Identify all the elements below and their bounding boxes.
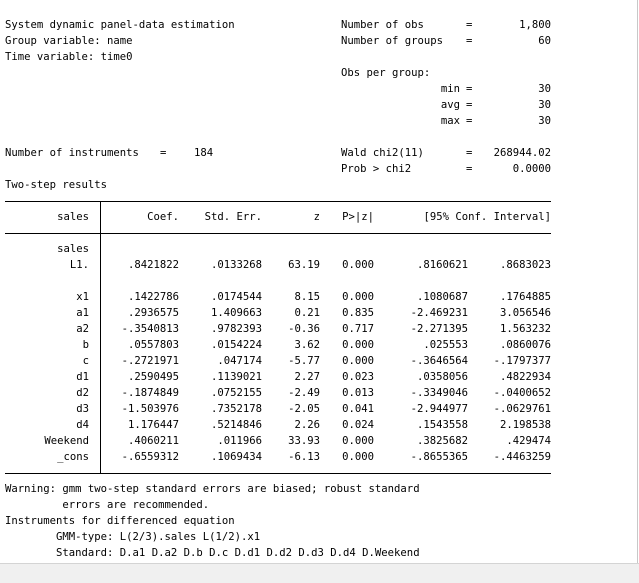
row-ci-low: -.3349046: [410, 387, 468, 399]
row-p: 0.835: [342, 307, 374, 319]
row-ci-low: .0358056: [416, 371, 468, 383]
row-coef: -.3540813: [121, 323, 179, 335]
row-ci-low: -2.271395: [410, 323, 468, 335]
row-ci-low: -2.944977: [410, 403, 468, 415]
row-var: b: [82, 339, 89, 351]
row-var: a2: [76, 323, 89, 335]
row-ci-low: .1543558: [416, 419, 468, 431]
row-p: 0.000: [342, 355, 374, 367]
row-z: -6.13: [288, 451, 320, 463]
row-coef: .0557803: [127, 339, 179, 351]
max-eq: =: [466, 115, 473, 127]
row-ci-low: .1080687: [416, 291, 468, 303]
row-p: 0.041: [342, 403, 374, 415]
row-coef: -1.503976: [121, 403, 179, 415]
row-se: .7352178: [210, 403, 262, 415]
row-coef: .2936575: [127, 307, 179, 319]
two-step-results-label: Two-step results: [5, 179, 108, 191]
row-var: d2: [76, 387, 89, 399]
warning-line-2: errors are recommended.: [5, 499, 210, 511]
col-coef-header: Coef.: [147, 211, 179, 223]
row-se: .0174544: [210, 291, 262, 303]
row-ci-high: .429474: [506, 435, 551, 447]
row-p: 0.000: [342, 435, 374, 447]
row-ci-high: 3.056546: [499, 307, 551, 319]
row-var: d1: [76, 371, 89, 383]
horizontal-scrollbar[interactable]: [0, 563, 639, 583]
row-z: 8.15: [294, 291, 320, 303]
row-coef: .2590495: [127, 371, 179, 383]
row-ci-high: -.0629761: [493, 403, 551, 415]
warning-line: Warning: gmm two-step standard errors are biased; robust standard: [5, 483, 420, 495]
ngroups-value: 60: [538, 35, 551, 47]
nobs-value: 1,800: [519, 19, 551, 31]
min-label: min: [440, 83, 460, 95]
instruments-heading: Instruments for differenced equation: [5, 515, 235, 527]
row-se: .0752155: [210, 387, 262, 399]
gmm-type-line: GMM-type: L(2/3).sales L(1/2).x1: [5, 531, 261, 543]
row-z: 3.62: [294, 339, 320, 351]
group-variable-line: Group variable: name: [5, 35, 133, 47]
depvar-header: sales: [57, 211, 89, 223]
row-se: .0154224: [210, 339, 262, 351]
obs-per-group-label: Obs per group:: [341, 67, 431, 79]
row-ci-low: .8160621: [416, 259, 468, 271]
standard-line: Standard: D.a1 D.a2 D.b D.c D.d1 D.d2 D.d3 D.d4 D.Weekend: [5, 547, 420, 559]
min-value: 30: [538, 83, 551, 95]
min-eq: =: [466, 83, 473, 95]
row-se: .5214846: [210, 419, 262, 431]
table-bottom-rule: [5, 473, 551, 474]
row-coef: -.6559312: [121, 451, 179, 463]
row-se: .0133268: [210, 259, 262, 271]
prob-label: Prob > chi2: [341, 163, 412, 175]
row-p: 0.000: [342, 451, 374, 463]
max-value: 30: [538, 115, 551, 127]
row-ci-low: .3825682: [416, 435, 468, 447]
row-p: 0.013: [342, 387, 374, 399]
row-ci-high: -.0400652: [493, 387, 551, 399]
row-z: -5.77: [288, 355, 320, 367]
wald-label: Wald chi2(11): [341, 147, 424, 159]
title-line: System dynamic panel-data estimation: [5, 19, 235, 31]
ngroups-label: Number of groups: [341, 35, 444, 47]
row-ci-high: .1764885: [499, 291, 551, 303]
col-z-header: z: [313, 211, 320, 223]
row-p: 0.717: [342, 323, 374, 335]
row-p: 0.024: [342, 419, 374, 431]
row-ci-high: 2.198538: [499, 419, 551, 431]
table-top-rule: [5, 201, 551, 202]
wald-eq: =: [466, 147, 473, 159]
row-z: 2.27: [294, 371, 320, 383]
instruments-value: 184: [194, 147, 214, 159]
instruments-eq: =: [160, 147, 167, 159]
table-header-rule: [5, 233, 551, 234]
row-z: -2.05: [288, 403, 320, 415]
group-label: sales: [57, 243, 89, 255]
row-z: -0.36: [288, 323, 320, 335]
row-z: 63.19: [288, 259, 320, 271]
row-var: Weekend: [44, 435, 89, 447]
row-se: .1069434: [210, 451, 262, 463]
row-se: 1.409663: [210, 307, 262, 319]
row-p: 0.000: [342, 291, 374, 303]
row-se: .047174: [217, 355, 262, 367]
row-var: d3: [76, 403, 89, 415]
avg-label: avg: [440, 99, 460, 111]
col-ci-header: [95% Conf. Interval]: [423, 211, 551, 223]
row-var: L1.: [69, 259, 89, 271]
col-p-header: P>|z|: [342, 211, 374, 223]
row-ci-low: -.3646564: [410, 355, 468, 367]
row-ci-high: -.4463259: [493, 451, 551, 463]
row-coef: .1422786: [127, 291, 179, 303]
row-se: .9782393: [210, 323, 262, 335]
row-p: 0.023: [342, 371, 374, 383]
avg-value: 30: [538, 99, 551, 111]
prob-eq: =: [466, 163, 473, 175]
row-ci-high: 1.563232: [499, 323, 551, 335]
row-se: .011966: [217, 435, 262, 447]
row-var: x1: [76, 291, 89, 303]
row-ci-high: .8683023: [499, 259, 551, 271]
ngroups-eq: =: [466, 35, 473, 47]
row-var: _cons: [57, 451, 89, 463]
row-z: 2.26: [294, 419, 320, 431]
row-ci-low: -.8655365: [410, 451, 468, 463]
row-z: 33.93: [288, 435, 320, 447]
col-se-header: Std. Err.: [204, 211, 262, 223]
row-p: 0.000: [342, 259, 374, 271]
row-p: 0.000: [342, 339, 374, 351]
nobs-eq: =: [466, 19, 473, 31]
row-coef: -.2721971: [121, 355, 179, 367]
row-z: -2.49: [288, 387, 320, 399]
max-label: max: [440, 115, 460, 127]
row-se: .1139021: [210, 371, 262, 383]
row-var: d4: [76, 419, 89, 431]
row-var: a1: [76, 307, 89, 319]
row-coef: .4060211: [127, 435, 179, 447]
wald-value: 268944.02: [493, 147, 551, 159]
row-var: c: [82, 355, 89, 367]
avg-eq: =: [466, 99, 473, 111]
row-z: 0.21: [294, 307, 320, 319]
prob-value: 0.0000: [512, 163, 551, 175]
row-coef: -.1874849: [121, 387, 179, 399]
row-coef: .8421822: [127, 259, 179, 271]
row-ci-low: -2.469231: [410, 307, 468, 319]
instruments-label: Number of instruments: [5, 147, 139, 159]
row-ci-high: .4822934: [499, 371, 551, 383]
nobs-label: Number of obs: [341, 19, 424, 31]
row-ci-high: -.1797377: [493, 355, 551, 367]
row-ci-high: .0860076: [499, 339, 551, 351]
row-coef: 1.176447: [127, 419, 179, 431]
time-variable-line: Time variable: time0: [5, 51, 133, 63]
row-ci-low: .025553: [423, 339, 468, 351]
